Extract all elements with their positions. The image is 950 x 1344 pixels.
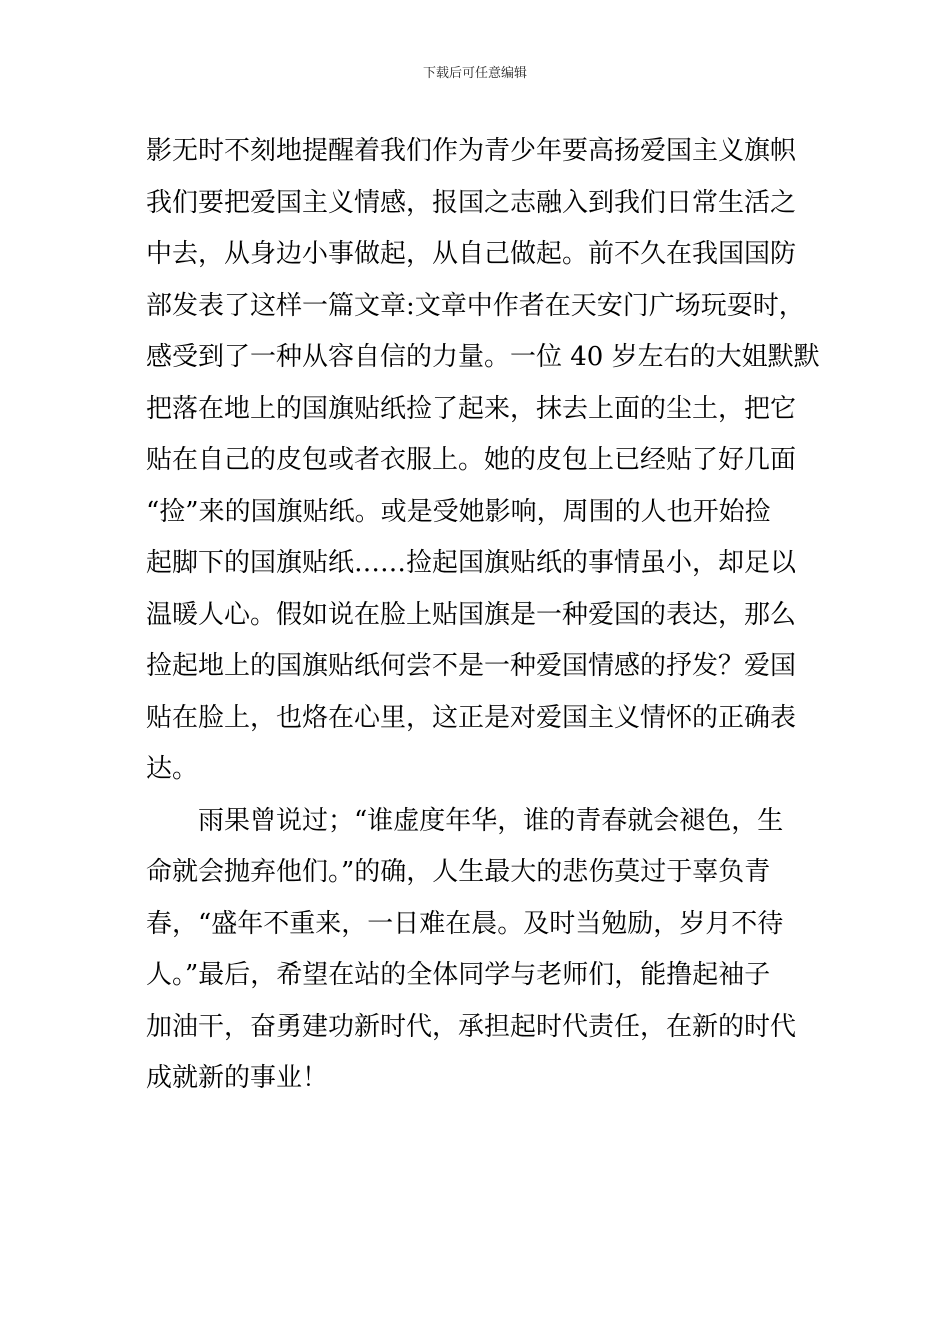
text-line: 贴在脸上，也烙在心里，这正是对爱国主义情怀的正确表 <box>146 702 797 733</box>
text-line: 成就新的事业！ <box>146 1063 329 1093</box>
text-line: 命就会抛弃他们。”的确，人生最大的悲伤莫过于辜负青 <box>146 857 771 887</box>
download-note: 下载后可任意编辑 <box>422 66 527 81</box>
text-line: “捡”来的国旗贴纸。或是受她影响，周围的人也开始捡 <box>146 496 771 527</box>
text-line: 把落在地上的国旗贴纸捡了起来，抹去上面的尘土，把它 <box>146 393 797 424</box>
text-line: 雨果曾说过；“谁虚度年华，谁的青春就会褪色，生 <box>146 805 784 836</box>
text-line: 捡起地上的国旗贴纸何尝不是一种爱国情感的抒发？爱国 <box>146 651 797 681</box>
text-line: 起脚下的国旗贴纸……捡起国旗贴纸的事情虽小，却足以 <box>146 548 797 578</box>
text-line: 部发表了这样一篇文章:文章中作者在天安门广场玩耍时， <box>146 290 805 321</box>
text-line: 温暖人心。假如说在脸上贴国旗是一种爱国的表达，那么 <box>146 599 797 630</box>
text-line: 春，“盛年不重来，一日难在晨。及时当勉励，岁月不待 <box>146 908 784 939</box>
text-line: 达。 <box>146 754 199 784</box>
text-line: 贴在自己的皮包或者衣服上。她的皮包上已经贴了好几面 <box>146 445 797 475</box>
body-text <box>146 126 820 1105</box>
text-line: 我们要把爱国主义情感，报国之志融入到我们日常生活之 <box>146 187 797 218</box>
text-line: 中去，从身边小事做起，从自己做起。前不久在我国国防 <box>146 239 797 269</box>
text-line: 影无时不刻地提醒着我们作为青少年要高扬爱国主义旗帜 <box>146 136 797 166</box>
text-line: 加油干，奋勇建功新时代，承担起时代责任，在新的时代 <box>146 1011 797 1042</box>
text-line: 人。”最后，希望在站的全体同学与老师们，能撸起袖子 <box>146 960 771 990</box>
text-line: 感受到了一种从容自信的力量。一位 40 岁左右的大姐默默 <box>146 342 820 372</box>
